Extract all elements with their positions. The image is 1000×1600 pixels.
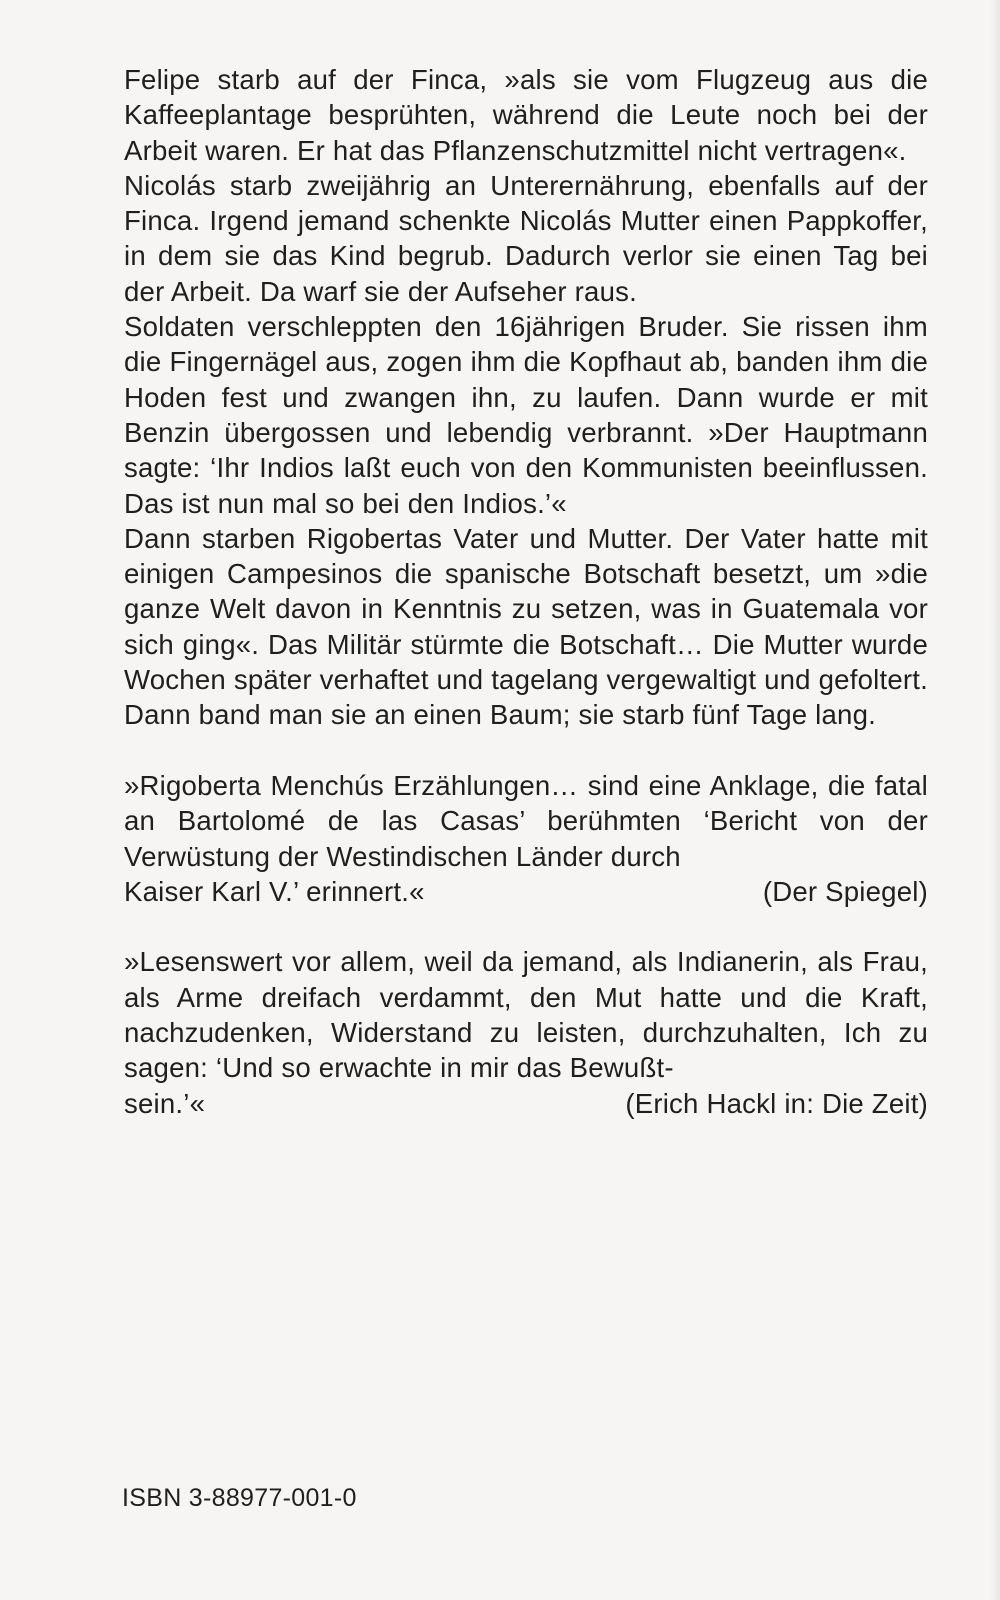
quote-text: »Lesenswert vor allem, weil da jemand, als Indianerin, als Frau, als Arme dreifach verdammt, den Mut hatte und die Kraft, nachzudenken, Widerstand zu leisten, durchzuhalten, Ich zu sagen: ‘Und so erwachte in mir das Bewußt- <box>124 946 928 1084</box>
quote-text: »Rigoberta Menchús Erzählungen… sind eine Anklage, die fatal an Bartolomé de las Casas’ berühmten ‘Bericht von der Verwüstung der Westindischen Länder durch <box>124 769 928 872</box>
quote-text-end: sein.’« <box>124 1087 206 1119</box>
paragraph-brother: Soldaten verschleppten den 16jährigen Bruder. Sie rissen ihm die Fingernägel aus, zogen ihm die Kopfhaut ab, banden ihm die Hoden fest und zwangen ihn, zu laufen. Dann wurde er mit Benzin übergossen und lebendig verbrannt. »Der Hauptmann sagte: ‘Ihr Indios laßt euch von den Kommunisten beeinflussen. Das ist nun mal so bei den Indios.’« <box>124 311 928 519</box>
quote-last-line <box>124 874 928 909</box>
quote-source: (Erich Hackl in: Die Zeit) <box>625 1087 928 1119</box>
quote-last-line <box>124 1086 928 1121</box>
press-quote-zeit <box>124 944 928 1120</box>
isbn-number: ISBN 3-88977-001-0 <box>122 1484 357 1512</box>
paragraph-nicolas: Nicolás starb zweijährig an Unterernährung, ebenfalls auf der Finca. Irgend jemand schenkte Nicolás Mutter einen Pappkoffer, in dem sie das Kind begrub. Dadurch verlor sie einen Tag bei der Arbeit. Da warf sie der Aufseher raus. <box>124 169 928 307</box>
paragraph-felipe: Felipe starb auf der Finca, »als sie vom Flugzeug aus die Kaffeeplantage besprühten, während die Leute noch bei der Arbeit waren. Er hat das Pflanzenschutzmittel nicht vertragen«. <box>124 64 928 166</box>
quote-source: (Der Spiegel) <box>762 875 928 907</box>
quote-text-end: Kaiser Karl V.’ erinnert.« <box>124 875 425 907</box>
press-quote-spiegel <box>124 768 928 909</box>
paragraph-parents: Dann starben Rigobertas Vater und Mutter. Der Vater hatte mit einigen Campesinos die spanische Botschaft besetzt, um »die ganze Welt davon in Kenntnis zu setzen, was in Guatemala vor sich ging«. Das Militär stürmte die Botschaft… Die Mutter wurde Wochen später verhaftet und tagelang vergewaltigt und gefoltert. Dann band man sie an einen Baum; sie starb fünf Tage lang. <box>124 522 928 731</box>
back-cover-text <box>124 62 928 1121</box>
spacer <box>124 909 928 944</box>
spacer <box>124 733 928 768</box>
